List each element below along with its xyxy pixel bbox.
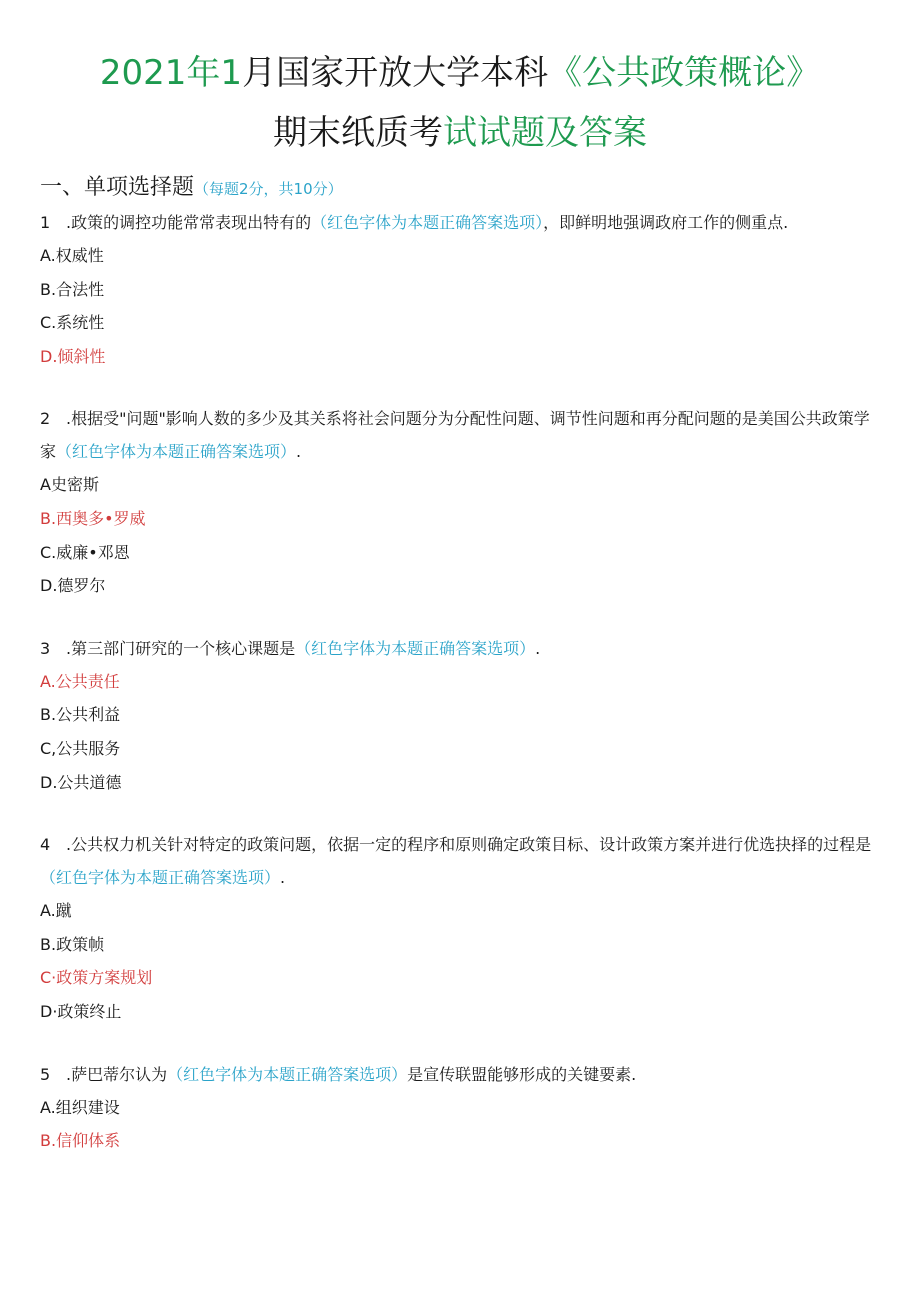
answer-hint: （红色字体为本题正确答案选项） bbox=[311, 213, 544, 232]
question-stem: 3 .第三部门研究的一个核心课题是（红色字体为本题正确答案选项）. bbox=[40, 638, 541, 658]
answer-hint: （红色字体为本题正确答案选项） bbox=[167, 1064, 408, 1084]
page-title-line2 bbox=[0, 113, 920, 153]
question-list bbox=[40, 206, 880, 1158]
option: A.组织建设 bbox=[40, 1097, 120, 1117]
question-stem: 2 .根据受"问题"影响人数的多少及其关系将社会问题分为分配性问题、调节性问题和再分配问题的是美国公共政策学家（红色字体为本题正确答案选项）. bbox=[40, 409, 870, 462]
question-4 bbox=[40, 828, 880, 1028]
answer-hint: （红色字体为本题正确答案选项） bbox=[56, 442, 297, 462]
option: C,公共服务 bbox=[40, 738, 121, 758]
option: B.政策帧 bbox=[40, 934, 105, 954]
answer-hint: （红色字体为本题正确答案选项） bbox=[40, 868, 281, 888]
option: D·政策终止 bbox=[40, 1001, 122, 1021]
question-stem: 1 .政策的调控功能常常表现出特有的（红色字体为本题正确答案选项），即鲜明地强调政府工作的侧重点. bbox=[40, 213, 789, 232]
option: A史密斯 bbox=[40, 475, 99, 495]
question-3 bbox=[40, 632, 880, 799]
option: B.公共利益 bbox=[40, 705, 121, 725]
section-note: （每题2分，共10分） bbox=[194, 180, 343, 198]
option-correct: D.倾斜性 bbox=[40, 346, 106, 366]
question-stem: 4 .公共权力机关针对特定的政策问题，依据一定的程序和原则确定政策目标、设计政策方案并进行优选抉择的过程是（红色字体为本题正确答案选项）. bbox=[40, 835, 872, 888]
title-year: 2021年1 bbox=[99, 53, 243, 93]
option-correct: B.西奥多•罗威 bbox=[40, 508, 146, 528]
option-correct: A.公共责任 bbox=[40, 671, 120, 691]
option: D.德罗尔 bbox=[40, 576, 106, 596]
answer-hint: （红色字体为本题正确答案选项） bbox=[295, 638, 536, 658]
option: C.威廉•邓恩 bbox=[40, 542, 130, 562]
option: C.系统性 bbox=[40, 313, 105, 333]
title-course: 《公共政策概论》 bbox=[548, 53, 821, 93]
question-2 bbox=[40, 402, 880, 602]
question-stem: 5 .萨巴蒂尔认为（红色字体为本题正确答案选项）是宣传联盟能够形成的关键要素. bbox=[40, 1064, 637, 1084]
option: B.合法性 bbox=[40, 279, 105, 299]
option: A.权威性 bbox=[40, 246, 104, 265]
section-title: 一、单项选择题 bbox=[40, 175, 195, 200]
title-answers: 试试题及答案 bbox=[443, 113, 647, 153]
title-mid: 月国家开放大学本科 bbox=[242, 53, 549, 93]
question-1 bbox=[40, 206, 880, 373]
option-correct: C·政策方案规划 bbox=[40, 968, 153, 988]
option: D.公共道德 bbox=[40, 772, 122, 792]
page-title-line1 bbox=[0, 53, 920, 93]
question-5 bbox=[40, 1058, 880, 1158]
title-exam: 期末纸质考 bbox=[273, 113, 443, 153]
option: A.蹴 bbox=[40, 901, 72, 921]
option-correct: B.信仰体系 bbox=[40, 1131, 121, 1151]
section-heading bbox=[40, 170, 343, 201]
